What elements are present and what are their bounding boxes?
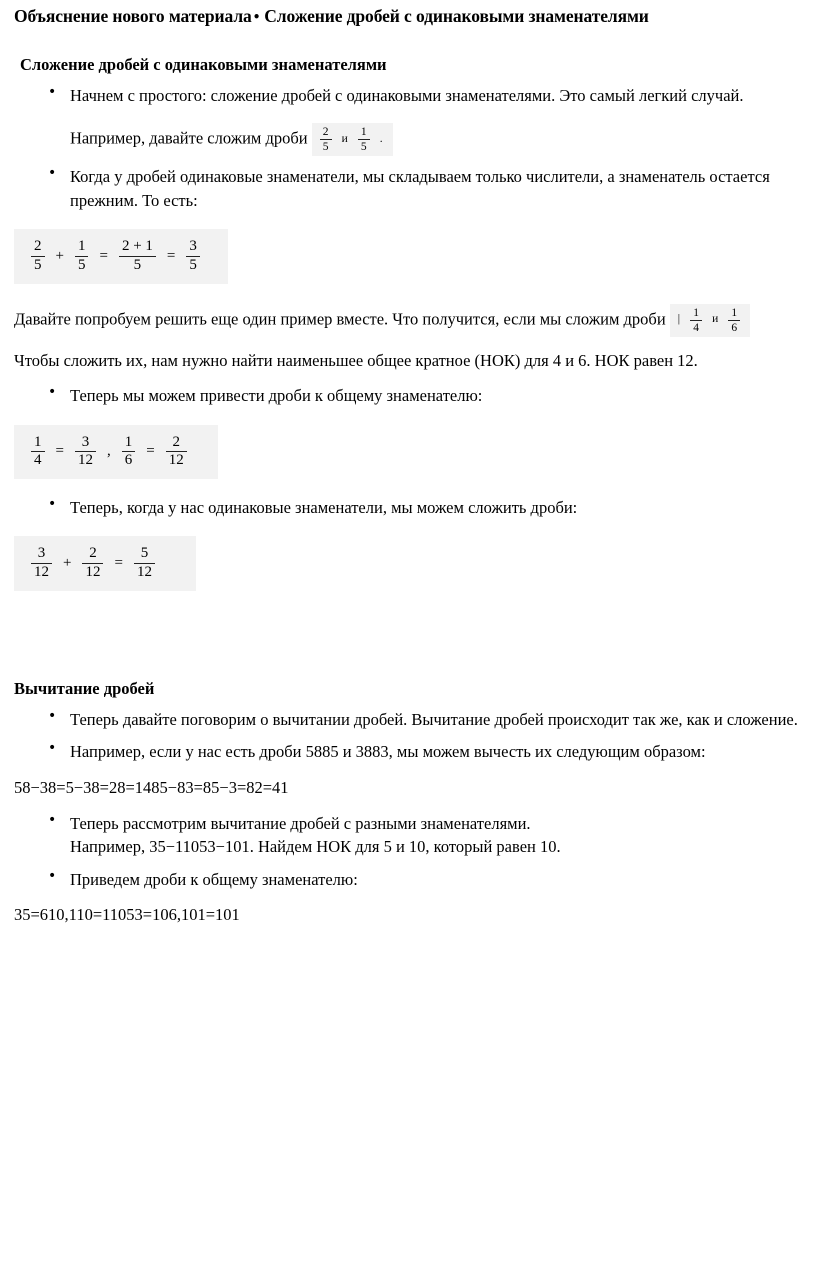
bullet-text-sub-1: Теперь давайте поговорим о вычитании дробей. Вычитание дробей происходит так же, как и сложение. (70, 709, 798, 729)
fraction-denominator: 12 (31, 563, 52, 581)
formula-block-addition-same-denominator (14, 229, 228, 284)
equals-sign: = (114, 555, 123, 572)
fraction-d (166, 435, 187, 470)
fraction-d (186, 239, 200, 274)
page-title-part2: Сложение дробей с одинаковыми знаменателями (264, 6, 649, 26)
fraction-numerator: 3 (81, 433, 90, 450)
comma-separator: , (106, 443, 111, 460)
bullet-text-sub-4: Приведем дроби к общему знаменателю: (70, 869, 358, 889)
fraction-denominator: 5 (31, 256, 45, 274)
bullet-text-sub-3-line2: Например, 35−11053−101. Найдем НОК для 5 и 10, который равен 10. (70, 837, 561, 857)
fraction-numerator: 1 (124, 433, 133, 450)
formula-block-sum-twelfths (14, 536, 196, 591)
fraction-denominator: 12 (134, 563, 155, 581)
fraction-denominator: 4 (690, 320, 702, 334)
bullet-list-subtraction (14, 708, 802, 764)
paragraph-next-example (14, 304, 802, 337)
fraction-denominator: 6 (122, 451, 136, 469)
period-mark: . (379, 132, 383, 145)
paragraph-lcm: Чтобы сложить их, нам нужно найти наименьшее общее кратное (НОК) для 4 и 6. НОК равен 12. (14, 350, 698, 370)
fraction-b (75, 239, 89, 274)
paragraph-next-example-text: Давайте попробуем решить еще один пример вместе. Что получится, если мы сложим дроби (14, 308, 666, 328)
section-spacer (14, 599, 802, 653)
bullet-text-sub-3-line1: Теперь рассмотрим вычитание дробей с разными знаменателями. (70, 813, 531, 833)
plus-sign: + (55, 247, 64, 264)
bullet-text-4: Теперь, когда у нас одинаковые знаменатели, мы можем сложить дроби: (70, 498, 578, 517)
list-item (70, 812, 802, 859)
leading-bar: | (677, 313, 681, 326)
fraction-denominator: 12 (82, 563, 103, 581)
plus-sign: + (63, 555, 72, 572)
fraction-numerator: 1 (693, 306, 699, 319)
fraction-numerator: 3 (37, 545, 46, 562)
list-item (70, 708, 802, 731)
section-heading-addition: Сложение дробей с одинаковыми знаменателями (20, 54, 387, 74)
fraction-numerator: 1 (731, 306, 738, 319)
list-item (70, 740, 802, 763)
fraction-1-5 (358, 126, 370, 153)
formula-block-convert-to-common-denominator (14, 425, 218, 480)
bullet-text-1: Начнем с простого: сложение дробей с одинаковыми знаменателями. Это самый легкий случай. (70, 85, 744, 105)
list-item (70, 384, 802, 407)
fraction-denominator: 5 (358, 139, 370, 153)
calculation-line-2: 35=610,110=11053=106,101=101 (14, 904, 240, 924)
fraction-numerator: 2 (172, 433, 180, 450)
fraction-denominator: 5 (119, 256, 156, 274)
fraction-numerator: 1 (34, 433, 42, 450)
fraction-a (31, 239, 45, 274)
fraction-denominator: 5 (186, 256, 200, 274)
list-item (70, 868, 802, 891)
fraction-denominator: 5 (75, 256, 89, 274)
fraction-c (122, 435, 136, 470)
fraction-numerator: 5 (140, 545, 149, 562)
example-lead-text: Например, давайте сложим дроби (70, 128, 308, 148)
bullet-list-common-denominator (14, 384, 802, 407)
bullet-text-2: Когда у дробей одинаковые знаменатели, мы складываем только числители, а знаменатель остается прежним. То есть: (70, 167, 770, 210)
equals-sign: = (55, 443, 64, 460)
list-item (70, 496, 802, 519)
bullet-text-sub-2: Например, если у нас есть дроби 5885 и 3883, мы можем вычесть их следующим образом: (70, 742, 706, 762)
equals-sign: = (99, 247, 108, 264)
title-bullet-separator: • (252, 10, 261, 24)
bullet-list-intro (14, 84, 802, 107)
fraction-numerator: 2 (322, 126, 329, 139)
fraction-numerator: 1 (77, 238, 86, 255)
fraction-denominator: 4 (31, 451, 45, 469)
fraction-2-5 (320, 126, 332, 153)
fraction-numerator: 2 (34, 238, 42, 255)
page-title-part1: Объяснение нового материала (14, 6, 252, 26)
fraction-c (119, 239, 156, 274)
bullet-text-3: Теперь мы можем привести дроби к общему знаменателю: (70, 386, 483, 406)
inline-formula-1-4-and-1-6 (670, 304, 750, 337)
fraction-1-4 (690, 307, 702, 334)
bullet-list-subtraction-different (14, 812, 802, 891)
fraction-c (134, 546, 155, 581)
fraction-numerator: 2 + 1 (121, 238, 153, 255)
equals-sign: = (166, 247, 176, 264)
equals-sign: = (146, 443, 155, 460)
list-item (70, 84, 802, 107)
fraction-numerator: 1 (360, 126, 367, 139)
fraction-denominator: 6 (728, 320, 740, 334)
fraction-1-6 (728, 307, 740, 334)
fraction-numerator: 3 (189, 238, 197, 255)
inline-formula-2-5-and-1-5 (312, 123, 393, 156)
fraction-denominator: 12 (75, 451, 96, 469)
bullet-list-rule (14, 165, 802, 212)
fraction-a (31, 546, 52, 581)
example-lead-paragraph (70, 123, 802, 156)
fraction-denominator: 5 (320, 139, 332, 153)
fraction-numerator: 2 (89, 545, 97, 562)
fraction-a (31, 435, 45, 470)
bullet-list-add-now (14, 496, 802, 519)
section-heading-subtraction: Вычитание дробей (14, 678, 155, 698)
page-title (14, 6, 802, 27)
fraction-denominator: 12 (166, 451, 187, 469)
fraction-b (82, 546, 103, 581)
conjunction-and: и (712, 313, 719, 326)
conjunction-and: и (341, 132, 348, 145)
fraction-b (75, 435, 96, 470)
calculation-line-1: 58−38=5−38=28=1485−83=85−3=82=41 (14, 777, 289, 797)
list-item (70, 165, 802, 212)
